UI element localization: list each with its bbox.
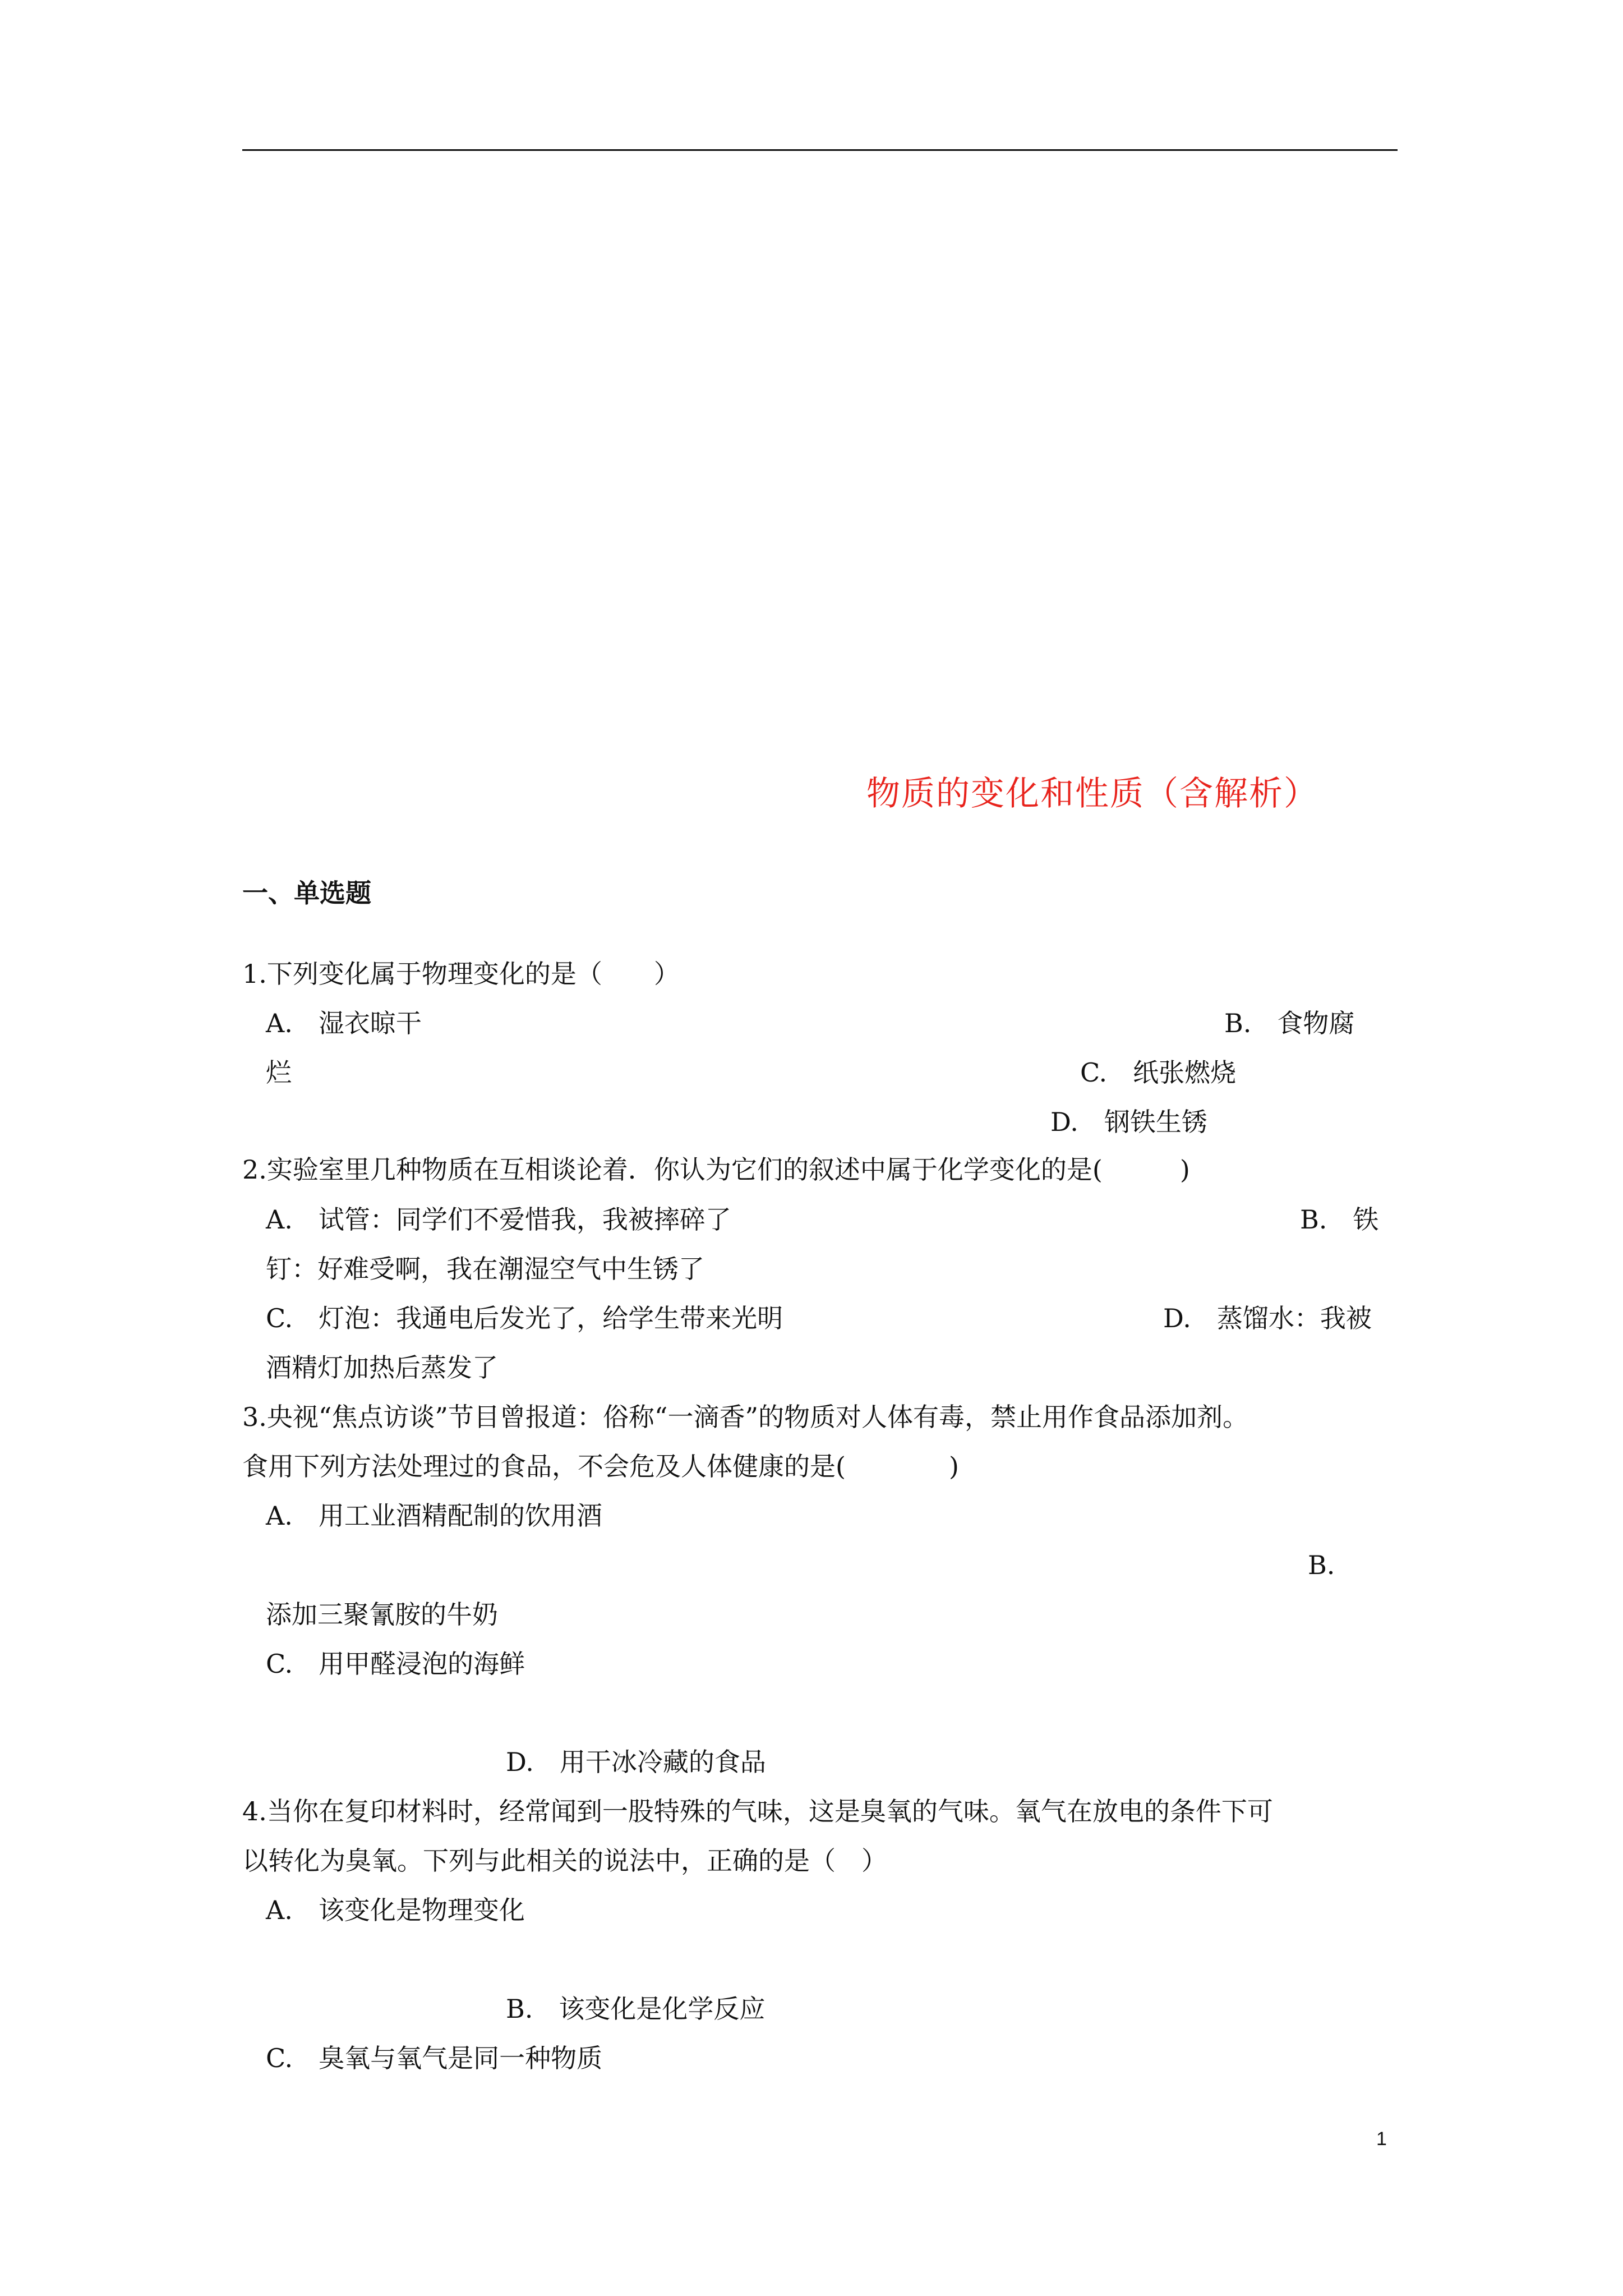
- question-3-option-c: C. 用甲醛浸泡的海鲜: [266, 1649, 525, 1679]
- question-4-option-a: A. 该变化是物理变化: [266, 1895, 525, 1925]
- document-title: 物质的变化和性质（含解析）: [866, 774, 1318, 813]
- question-1-option-d: D. 钢铁生锈: [1050, 1107, 1207, 1137]
- question-2-option-b-wrap: 钉：好难受啊，我在潮湿空气中生锈了: [266, 1254, 704, 1284]
- question-3-option-b: B.: [1308, 1550, 1335, 1580]
- question-4-stem-line-1: 4.当你在复印材料时，经常闻到一股特殊的气味，这是臭氧的气味。氧气在放电的条件下可: [242, 1796, 1273, 1826]
- question-3-option-b-wrap: 添加三聚氰胺的牛奶: [266, 1599, 498, 1630]
- question-3-stem-line-1: 3.央视“焦点访谈”节目曾报道：俗称“一滴香”的物质对人体有毒，禁止用作食品添加剂。: [242, 1402, 1248, 1432]
- question-2-stem: 2.实验室里几种物质在互相谈论着．你认为它们的叙述中属于化学变化的是( ): [242, 1154, 1190, 1185]
- question-2-option-c: C. 灯泡：我通电后发光了，给学生带来光明: [266, 1303, 783, 1333]
- question-2-option-b: B. 铁: [1300, 1204, 1379, 1235]
- question-4-option-b: B. 该变化是化学反应: [506, 1994, 766, 2024]
- question-4-stem-line-2: 以转化为臭氧。下列与此相关的说法中，正确的是（ ）: [242, 1846, 887, 1876]
- question-2-option-d-wrap: 酒精灯加热后蒸发了: [266, 1352, 498, 1383]
- question-3-option-d: D. 用干冰冷藏的食品: [506, 1747, 766, 1777]
- question-2-option-a: A. 试管：同学们不爱惜我，我被摔碎了: [266, 1204, 731, 1235]
- question-4-option-c: C. 臭氧与氧气是同一种物质: [266, 2043, 603, 2073]
- question-1-option-b: B. 食物腐: [1224, 1008, 1355, 1038]
- page-number: 1: [1376, 2128, 1387, 2150]
- question-3-stem-line-2: 食用下列方法处理过的食品，不会危及人体健康的是( ): [242, 1451, 959, 1481]
- section-heading: 一、单选题: [242, 878, 371, 908]
- question-1-option-c: C. 纸张燃烧: [1080, 1057, 1237, 1088]
- question-1-option-b-wrap: 烂: [266, 1057, 292, 1088]
- header-rule: [242, 149, 1398, 151]
- question-1-stem: 1.下列变化属于物理变化的是（ ）: [242, 959, 680, 989]
- question-1-option-a: A. 湿衣晾干: [266, 1008, 422, 1038]
- question-3-option-a: A. 用工业酒精配制的饮用酒: [266, 1501, 602, 1531]
- question-2-option-d: D. 蒸馏水：我被: [1163, 1303, 1372, 1333]
